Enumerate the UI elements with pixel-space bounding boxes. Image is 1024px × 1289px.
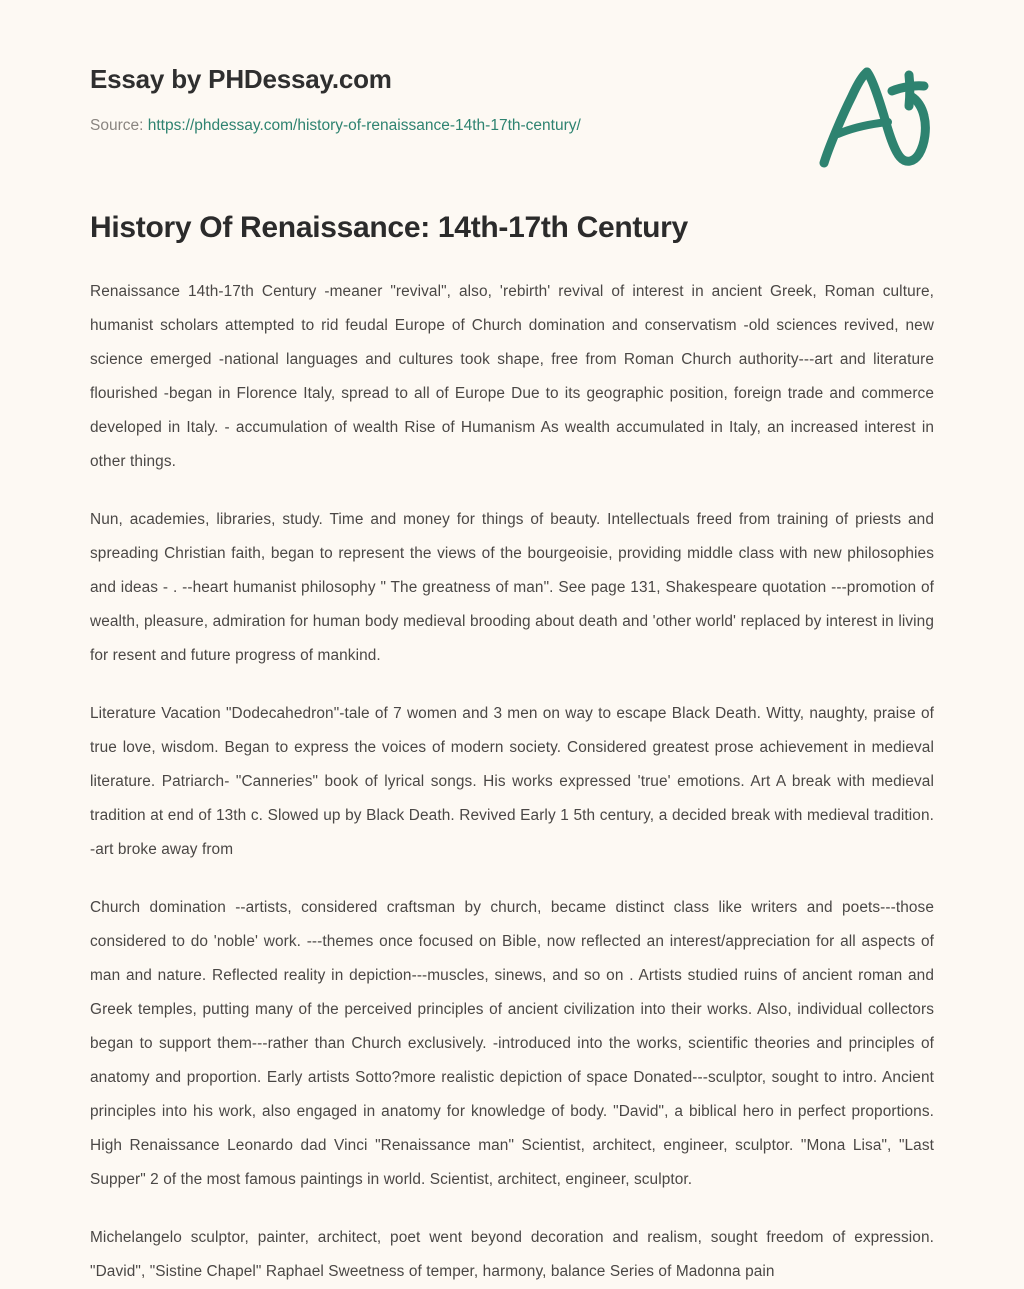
essay-paragraph: Church domination --artists, considered craftsman by church, became distinct class like writers and poets---those considered to do 'noble' work. ---themes once focused on Bible, now reflected an interest/appreciation for all aspects of man and nature. Reflected reality in depiction---muscles, sinews, and so on . Artists studied ruins of ancient roman and Greek temples, putting many of the perceived principles of ancient civilization into their works. Also, individual collectors began to support them---rather than Church exclusively. -introduced into the works, scientific theories and principles of anatomy and proportion. Early artists Sotto?more realistic depiction of space Donated---sculptor, sought to intro. Ancient principles into his work, also engaged in anatomy for knowledge of body. "David", a biblical hero in perfect proportions. High Renaissance Leonardo dad Vinci "Renaissance man" Scientist, architect, engineer, sculptor. "Mona Lisa", "Last Supper" 2 of the most famous paintings in world. Scientist, architect, engineer, sculptor. [90,898,934,1188]
essay-title: History Of Renaissance: 14th-17th Century [90,211,688,245]
essay-paragraph: Renaissance 14th-17th Century -meaner "revival", also, 'rebirth' revival of interest in ancient Greek, Roman culture, humanist scholars attempted to rid feudal Europe of Church domination and conservatism -old sciences revived, new science emerged -national languages and cultures took shape, free from Roman Church authority---art and literature flourished -began in Florence Italy, spread to all of Europe Due to its geographic position, foreign trade and commerce developed in Italy. - accumulation of wealth Rise of Humanism As wealth accumulated in Italy, an increased interest in other things. [90,282,934,470]
page-header [90,0,934,136]
essay-paragraph: Michelangelo sculptor, painter, architect, poet went beyond decoration and realism, sought freedom of expression. "David", "Sistine Chapel" Raphael Sweetness of temper, harmony, balance Series of Madonna pain [90,1228,934,1280]
source-label: Source: [90,117,144,135]
brand-title: Essay by PHDessay.com [90,64,392,94]
essay-paragraph: Literature Vacation "Dodecahedron"-tale of 7 women and 3 men on way to escape Black Death. Witty, naughty, praise of true love, wisdom. Began to express the voices of modern society. Considered greatest prose achievement in medieval literature. Patriarch- "Canneries" book of lyrical songs. His works expressed 'true' emotions. Art A break with medieval tradition at end of 13th c. Slowed up by Black Death. Revived Early 1 5th century, a decided break with medieval tradition. -art broke away from [90,704,934,858]
essay-paragraph: Nun, academies, libraries, study. Time and money for things of beauty. Intellectuals freed from training of priests and spreading Christian faith, began to represent the views of the bourgeoisie, providing middle class with new philosophies and ideas - . --heart humanist philosophy " The greatness of man". See page 131, Shakespeare quotation ---promotion of wealth, pleasure, admiration for human body medieval brooding about death and 'other world' replaced by interest in living for resent and future progress of mankind. [90,510,934,664]
essay-body [90,247,934,1289]
a-plus-logo-icon [812,58,942,173]
source-line [90,116,934,136]
source-url-link[interactable]: https://phdessay.com/history-of-renaissance-14th-17th-century/ [147,117,581,135]
